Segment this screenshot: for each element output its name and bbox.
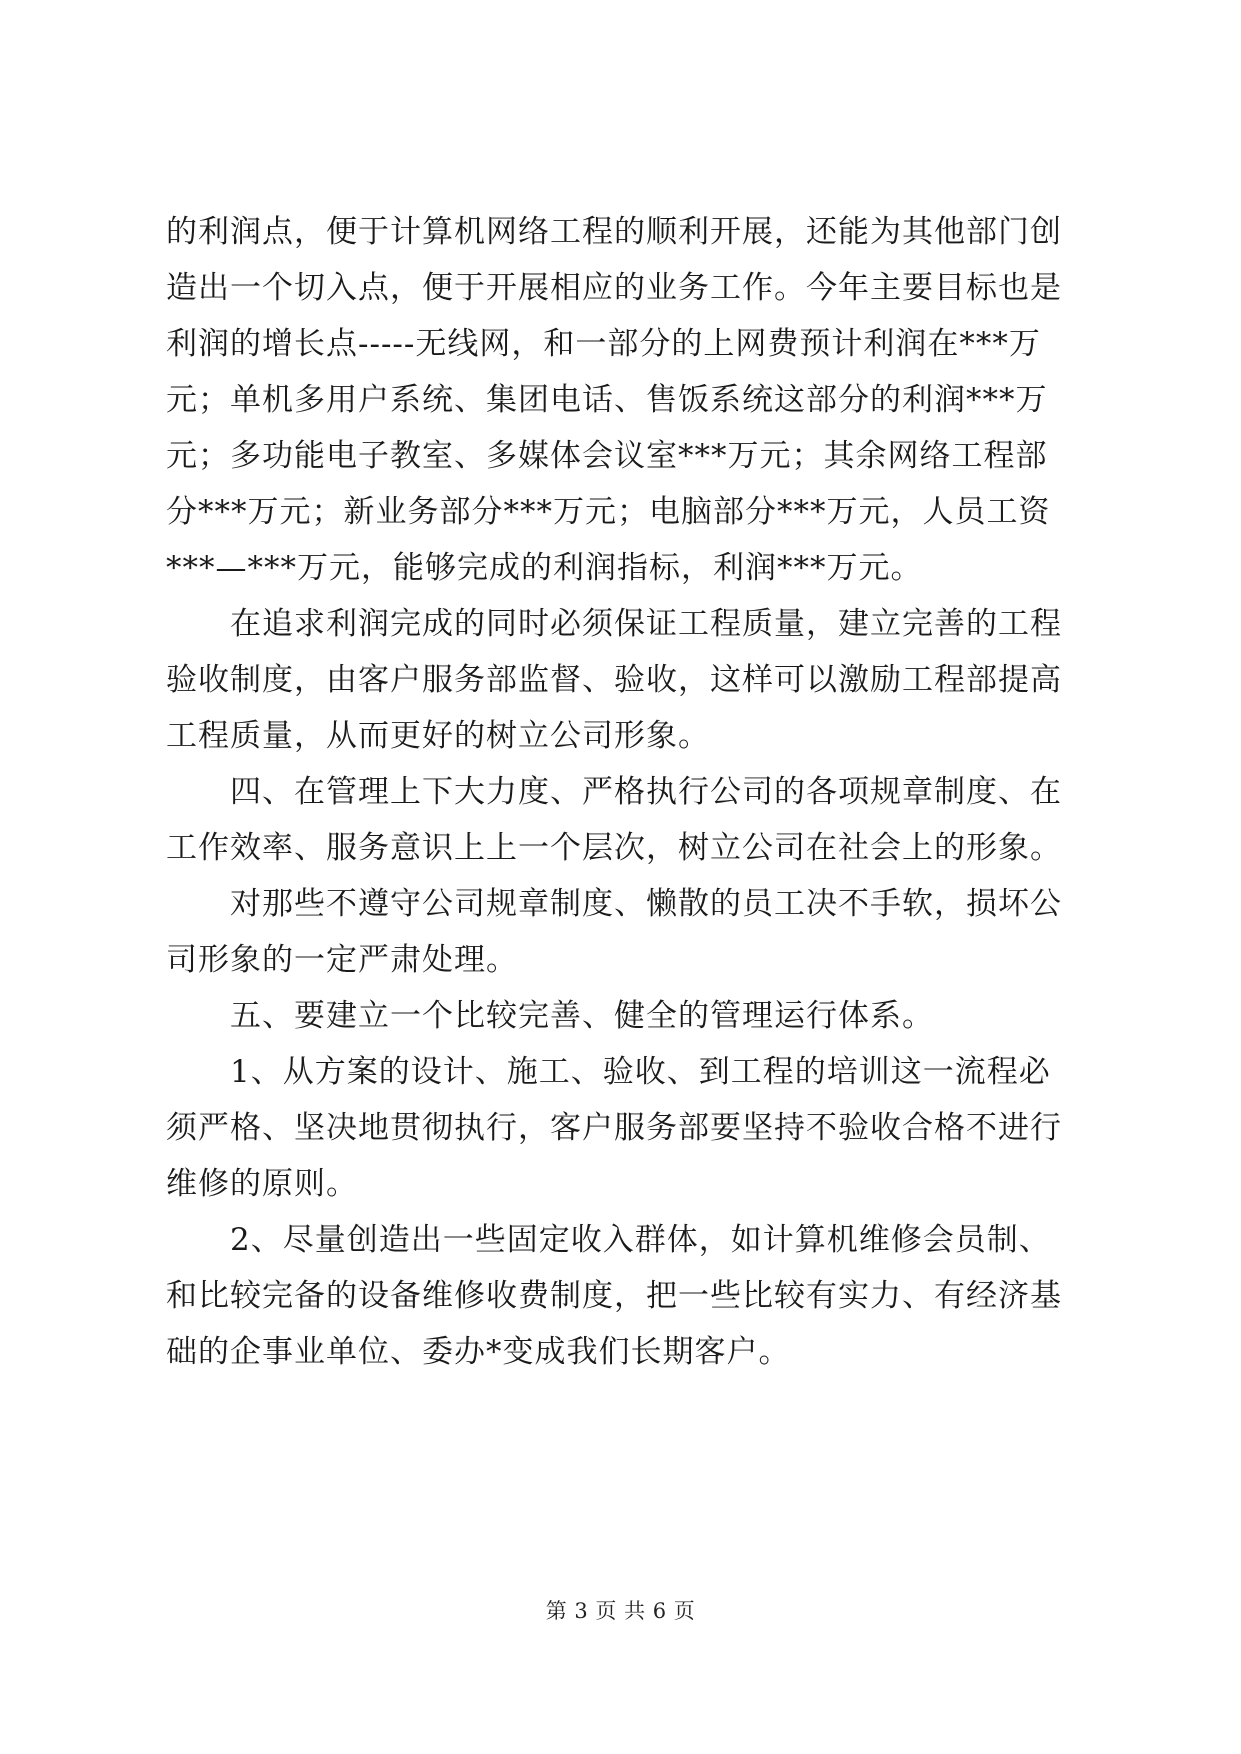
body-text-line: 分***万元；新业务部分***万元；电脑部分***万元，人员工资 (166, 494, 1051, 530)
page-number-footer: 第 3 页 共 6 页 (545, 1599, 696, 1623)
body-text-line: 工作效率、服务意识上上一个层次，树立公司在社会上的形象。 (166, 830, 1062, 866)
section-heading-five: 五、要建立一个比较完善、健全的管理运行体系。 (230, 998, 934, 1034)
section-heading-four: 四、在管理上下大力度、严格执行公司的各项规章制度、在 (230, 774, 1062, 810)
body-text-line: 验收制度，由客户服务部监督、验收，这样可以激励工程部提高 (166, 662, 1062, 698)
paragraph-first-line: 对那些不遵守公司规章制度、懒散的员工决不手软，损坏公 (230, 886, 1062, 922)
body-text-line: 元；单机多用户系统、集团电话、售饭系统这部分的利润***万 (166, 382, 1048, 418)
body-text-line: 维修的原则。 (166, 1166, 358, 1202)
body-text-line: 元；多功能电子教室、多媒体会议室***万元；其余网络工程部 (166, 438, 1048, 474)
body-text-line: 利润的增长点-----无线网，和一部分的上网费预计利润在***万 (166, 326, 1041, 362)
body-text-line: 的利润点，便于计算机网络工程的顺利开展，还能为其他部门创 (166, 214, 1062, 250)
list-item-2-first-line: 2、尽量创造出一些固定收入群体，如计算机维修会员制、 (230, 1222, 1051, 1258)
body-text-line: ***—***万元，能够完成的利润指标，利润***万元。 (166, 550, 923, 586)
body-text-line: 造出一个切入点，便于开展相应的业务工作。今年主要目标也是 (166, 270, 1062, 306)
list-item-1-first-line: 1、从方案的设计、施工、验收、到工程的培训这一流程必 (230, 1054, 1051, 1090)
body-text-line: 础的企事业单位、委办*变成我们长期客户。 (166, 1334, 791, 1370)
body-text-line: 和比较完备的设备维修收费制度，把一些比较有实力、有经济基 (166, 1278, 1062, 1314)
paragraph-first-line: 在追求利润完成的同时必须保证工程质量，建立完善的工程 (230, 606, 1062, 642)
body-text-line: 工程质量，从而更好的树立公司形象。 (166, 718, 710, 754)
body-text-line: 司形象的一定严肃处理。 (166, 942, 518, 978)
body-text-line: 须严格、坚决地贯彻执行，客户服务部要坚持不验收合格不进行 (166, 1110, 1062, 1146)
